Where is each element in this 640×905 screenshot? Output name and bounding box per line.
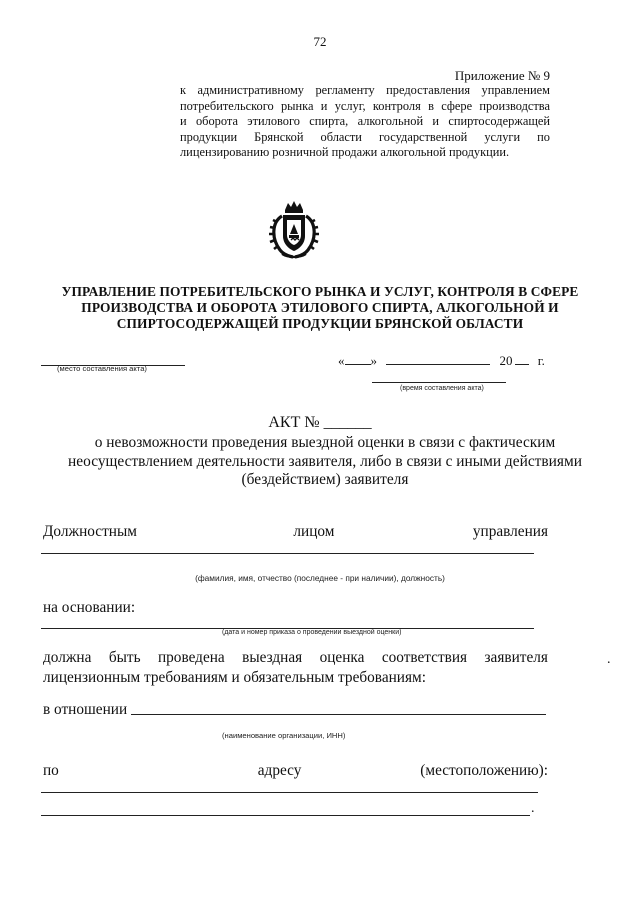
organization-title-line: СПИРТОСОДЕРЖАЩЕЙ ПРОДУКЦИИ БРЯНСКОЙ ОБЛАСТИ <box>116 316 524 331</box>
appendix-line: потребительского рынка и услуг, контроля в сфере производства <box>180 98 550 113</box>
assessment-word: заявителя <box>484 649 548 666</box>
assessment-word: быть <box>108 649 141 666</box>
page-number: 72 <box>313 34 327 49</box>
date-year-suffix: г. <box>537 353 545 368</box>
date-open-quote: « <box>338 353 345 368</box>
appendix-line: и оборота этилового спирта, алкогольной и спиртосодержащей <box>180 114 550 128</box>
basis-label: на основании: <box>43 599 136 616</box>
official-field[interactable] <box>41 545 534 554</box>
official-word: Должностным <box>43 523 137 540</box>
coat-of-arms-icon <box>268 200 320 260</box>
address-field-2[interactable] <box>41 807 530 816</box>
address-end-mark: . <box>531 801 535 816</box>
date-line <box>338 352 545 369</box>
date-close-quote: » <box>370 353 377 368</box>
address-word: по <box>43 762 59 779</box>
address-word: (местоположению): <box>420 762 548 779</box>
time-field[interactable] <box>372 374 506 383</box>
act-subtitle-line: о невозможности проведения выездной оценки в связи с фактическим <box>94 434 556 451</box>
assessment-row <box>43 649 548 667</box>
assessment-line-2: лицензионным требованиям и обязательным требованиям: <box>43 669 426 686</box>
place-caption: (место составления акта) <box>57 364 147 373</box>
basis-caption: (дата и номер приказа о проведении выездной оценки) <box>222 629 402 636</box>
appendix-title: Приложение № 9 <box>454 68 550 83</box>
assessment-word: соответствия <box>381 649 468 666</box>
appendix-text <box>180 83 550 161</box>
address-row <box>43 762 548 780</box>
stray-dot: . <box>607 652 611 667</box>
assessment-word: оценка <box>319 649 365 666</box>
organization-title-line: УПРАВЛЕНИЕ ПОТРЕБИТЕЛЬСКОГО РЫНКА И УСЛУГ, КОНТРОЛЯ В СФЕРЕ <box>61 284 579 299</box>
appendix-line: к административному регламенту предоставления управлением <box>180 83 550 97</box>
date-day-field[interactable] <box>345 352 371 365</box>
assessment-word: выездная <box>242 649 303 666</box>
regarding-field[interactable] <box>131 703 546 715</box>
act-subtitle-line: (бездействием) заявителя <box>241 471 409 488</box>
assessment-word: проведена <box>157 649 225 666</box>
official-word: лицом <box>293 523 335 540</box>
organization-title-line: ПРОИЗВОДСТВА И ОБОРОТА ЭТИЛОВОГО СПИРТА, АЛКОГОЛЬНОЙ И <box>81 300 559 315</box>
act-subtitle <box>40 434 610 490</box>
appendix-line: лицензированию розничной продажи алкогольной продукции. <box>180 145 510 159</box>
address-word: адресу <box>257 762 302 779</box>
act-title: АКТ № ______ <box>268 414 372 431</box>
date-year-prefix: 20 <box>499 353 513 368</box>
regarding-caption: (наименование организации, ИНН) <box>222 731 346 740</box>
time-caption: (время составления акта) <box>400 385 484 392</box>
act-subtitle-line: неосуществлением деятельности заявителя, либо в связи с иными действиями <box>68 452 582 470</box>
organization-title <box>30 284 610 332</box>
regarding-label: в отношении <box>43 701 128 718</box>
appendix-line: продукции Брянской области государственной услуги по <box>180 129 550 144</box>
address-field-1[interactable] <box>41 784 538 793</box>
basis-field[interactable] <box>41 620 534 629</box>
official-caption: (фамилия, имя, отчество (последнее - при наличии), должность) <box>195 573 445 583</box>
date-month-field[interactable] <box>386 352 490 365</box>
official-row <box>43 523 548 541</box>
assessment-word: должна <box>43 649 92 666</box>
date-year-field[interactable] <box>515 352 529 365</box>
official-word: управления <box>472 523 548 540</box>
